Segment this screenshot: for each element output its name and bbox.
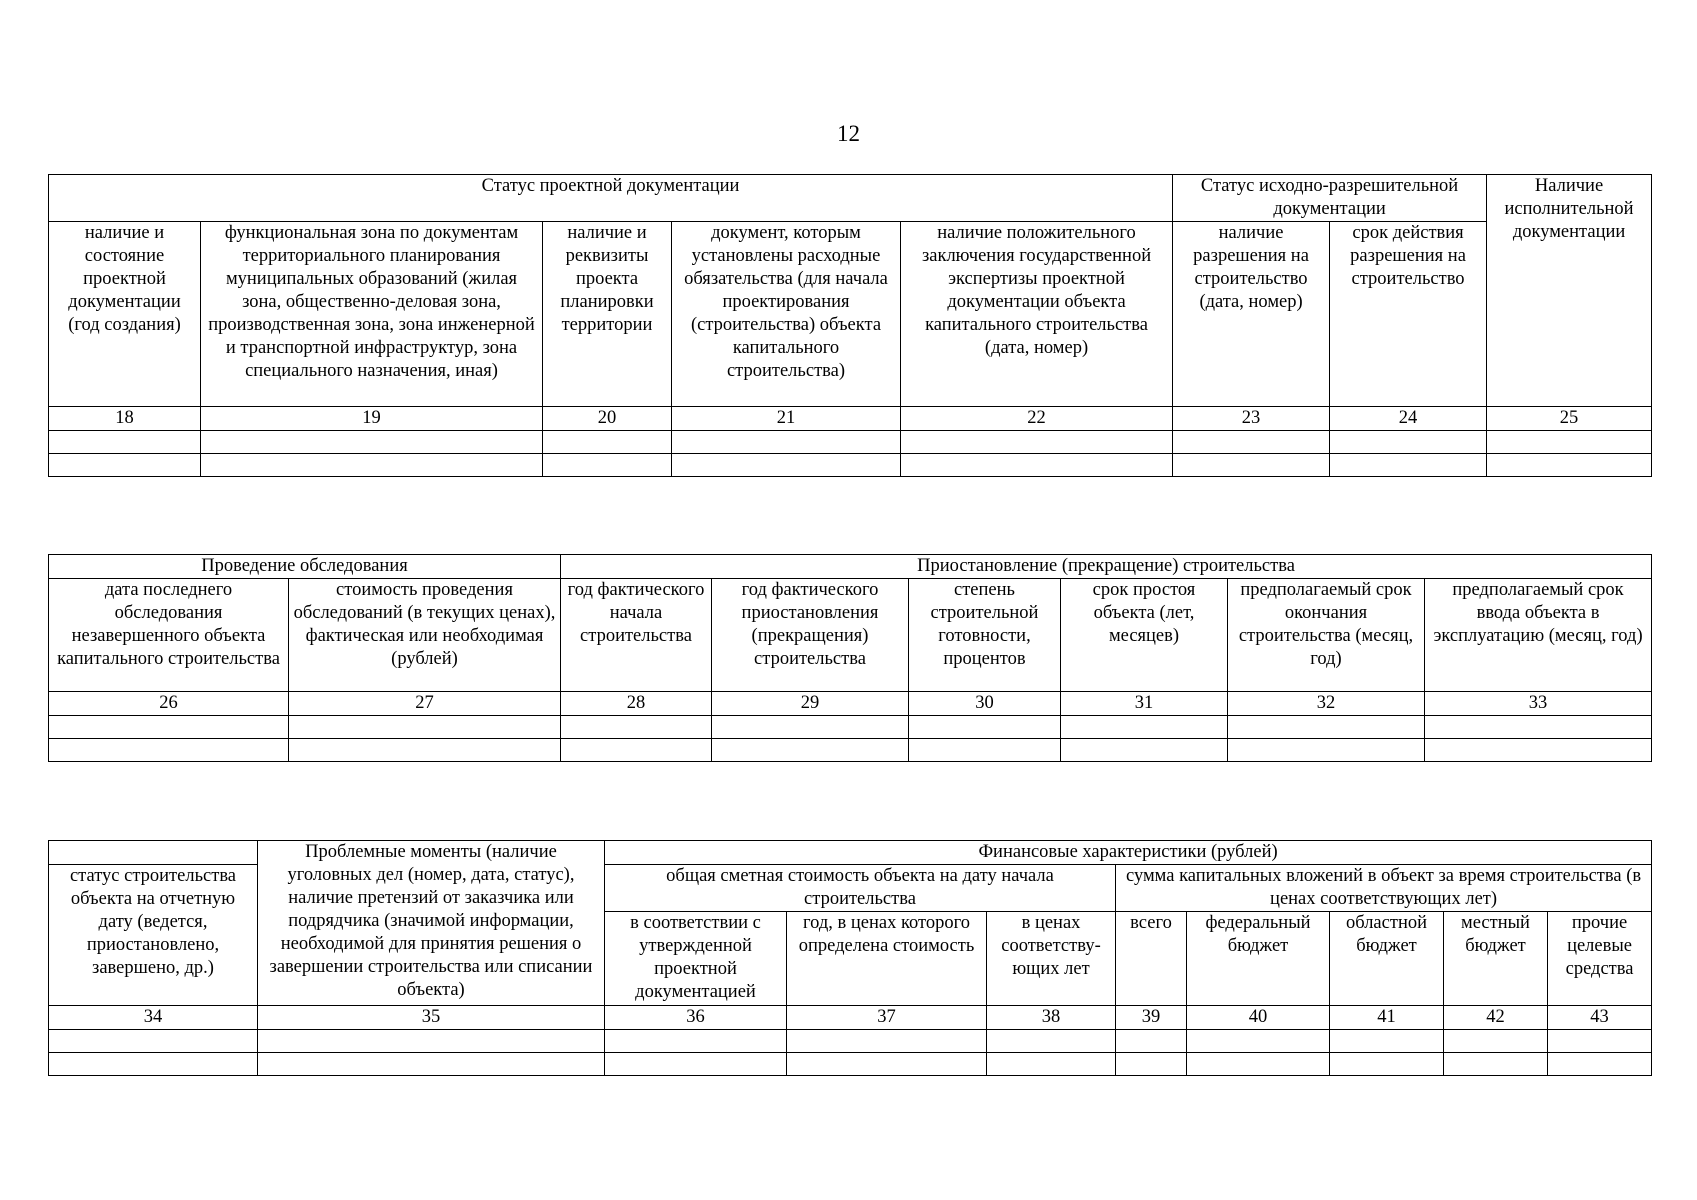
col-number: 23 [1173, 407, 1330, 431]
empty-row [49, 431, 1652, 454]
finance-table [48, 840, 1652, 1076]
col-number: 31 [1061, 692, 1228, 716]
empty-row [49, 1030, 1652, 1053]
header-col-21: документ, которым установлены расходные обязательства (для начала проектирования (строительства) объекта капитального строительства) [672, 222, 901, 407]
header-col-26: дата последнего обследования незавершенного объекта капитального строительства [49, 579, 289, 692]
header-col-42: местный бюджет [1444, 912, 1548, 1006]
header-col-18: наличие и состояние проектной документации (год создания) [49, 222, 201, 407]
header-col-27: стоимость проведения обследований (в текущих ценах), фактическая или необходимая (рублей) [289, 579, 561, 692]
header-col-29: год фактического приостановления (прекращения) строительства [712, 579, 909, 692]
col-number: 35 [258, 1006, 605, 1030]
project-docs-table [48, 174, 1652, 477]
header-col-20: наличие и реквизиты проекта планировки территории [543, 222, 672, 407]
col-number: 24 [1330, 407, 1487, 431]
col-number: 27 [289, 692, 561, 716]
col-number: 18 [49, 407, 201, 431]
col-number: 43 [1548, 1006, 1652, 1030]
col-number: 39 [1116, 1006, 1187, 1030]
header-col-35: Проблемные моменты (наличие уголовных дел (номер, дата, статус), наличие претензий от заказчика или подрядчика (значимой информации, необходимой для принятия решения о завершении строительства или списании объекта) [258, 841, 605, 1006]
header-col-23: наличие разрешения на строительство (дата, номер) [1173, 222, 1330, 407]
col-number: 28 [561, 692, 712, 716]
col-number: 34 [49, 1006, 258, 1030]
group-permits: Статус исходно-разрешительной документации [1173, 175, 1487, 222]
col-number: 29 [712, 692, 909, 716]
col-number: 40 [1187, 1006, 1330, 1030]
col-number: 36 [605, 1006, 787, 1030]
empty-row [49, 739, 1652, 762]
page-number: 12 [837, 121, 860, 146]
group-project-docs: Статус проектной документации [49, 175, 1173, 222]
group-suspension: Приостановление (прекращение) строительства [561, 555, 1652, 579]
col-number: 22 [901, 407, 1173, 431]
header-col-41: областной бюджет [1330, 912, 1444, 1006]
header-col-34: статус строительства объекта на отчетную дату (ведется, приостановлено, завершено, др.) [49, 865, 258, 1006]
header-col-43: прочие целевые средства [1548, 912, 1652, 1006]
header-col-32: предполагаемый срок окончания строительства (месяц, год) [1228, 579, 1425, 692]
header-col-39: всего [1116, 912, 1187, 1006]
col-number: 21 [672, 407, 901, 431]
header-col-37: год, в ценах которого определена стоимость [787, 912, 987, 1006]
col-number: 33 [1425, 692, 1652, 716]
header-col-33: предполагаемый срок ввода объекта в эксплуатацию (месяц, год) [1425, 579, 1652, 692]
col-number: 19 [201, 407, 543, 431]
col-number: 30 [909, 692, 1061, 716]
header-exec-docs: Наличие исполнительной документации [1487, 175, 1652, 407]
header-col-30: степень строительной готовности, процентов [909, 579, 1061, 692]
group-finance: Финансовые характеристики (рублей) [605, 841, 1652, 865]
col-number: 25 [1487, 407, 1652, 431]
group-investment: сумма капитальных вложений в объект за время строительства (в ценах соответствующих лет) [1116, 865, 1652, 912]
survey-suspension-table [48, 554, 1652, 762]
header-col-40: федеральный бюджет [1187, 912, 1330, 1006]
empty-row [49, 454, 1652, 477]
header-col-24: срок действия разрешения на строительство [1330, 222, 1487, 407]
col-number: 32 [1228, 692, 1425, 716]
col-number: 37 [787, 1006, 987, 1030]
empty-row [49, 716, 1652, 739]
col-number: 26 [49, 692, 289, 716]
header-col-36: в соответствии с утвержденной проектной документацией [605, 912, 787, 1006]
col-number: 42 [1444, 1006, 1548, 1030]
group-survey: Проведение обследования [49, 555, 561, 579]
col-number: 38 [987, 1006, 1116, 1030]
group-estimate: общая сметная стоимость объекта на дату начала строительства [605, 865, 1116, 912]
col-number: 20 [543, 407, 672, 431]
header-col-19: функциональная зона по документам территориального планирования муниципальных образований (жилая зона, общественно-деловая зона, производственная зона, зона инженерной и транспортной инфраструктур, зона специального назначения, иная) [201, 222, 543, 407]
header-col-38: в ценах соответству-ющих лет [987, 912, 1116, 1006]
header-col-28: год фактического начала строительства [561, 579, 712, 692]
header-col-22: наличие положительного заключения государственной экспертизы проектной документации объекта капитального строительства (дата, номер) [901, 222, 1173, 407]
header-blank [49, 841, 258, 865]
header-col-31: срок простоя объекта (лет, месяцев) [1061, 579, 1228, 692]
col-number: 41 [1330, 1006, 1444, 1030]
empty-row [49, 1053, 1652, 1076]
